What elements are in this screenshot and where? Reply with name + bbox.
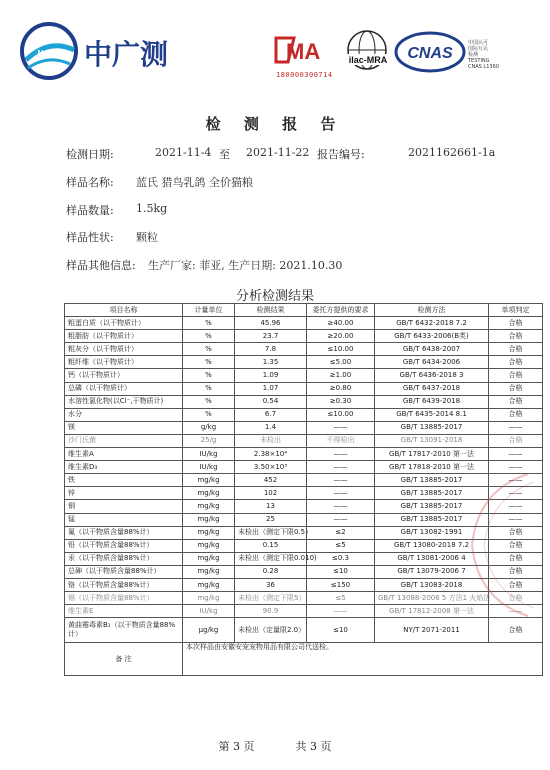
cell-method: GB/T 13079-2006 7 <box>375 565 489 578</box>
cell-unit: g/kg <box>183 421 235 434</box>
cell-unit: % <box>183 408 235 421</box>
cell-method: GB/T 6435-2014 8.1 <box>375 408 489 421</box>
cell-unit: mg/kg <box>183 500 235 513</box>
cell-unit: % <box>183 395 235 408</box>
cell-item: 粗脂肪（以干物质计） <box>65 330 183 343</box>
cell-method: GB/T 17812-2008 第一法 <box>375 605 489 618</box>
cell-item: 铁 <box>65 474 183 487</box>
cell-judgement: 合格 <box>489 343 543 356</box>
cell-requirement: —— <box>307 487 375 500</box>
cell-item: 黄曲霉毒素B₁（以干物质含量88%计） <box>65 618 183 643</box>
cell-item: 粗蛋白质（以干物质计） <box>65 317 183 330</box>
cell-result: 3.50×10³ <box>235 461 307 474</box>
sample-other-label: 样品其他信息: <box>66 259 136 272</box>
cell-result: 0.54 <box>235 395 307 408</box>
sample-name: 蓝氏 猎鸟乳鸽 全价猫粮 <box>136 176 253 189</box>
cell-result: 13 <box>235 500 307 513</box>
cell-unit: mg/kg <box>183 487 235 500</box>
table-row <box>65 395 543 408</box>
cell-item: 粗纤维（以干物质计） <box>65 356 183 369</box>
cell-method: GB/T 6439-2018 <box>375 395 489 408</box>
cell-method: GB/T 13885-2017 <box>375 500 489 513</box>
note-row <box>65 643 543 676</box>
cell-item: 铜 <box>65 500 183 513</box>
cell-item: 锌 <box>65 487 183 500</box>
brand-name: 中广测 <box>84 38 169 71</box>
cell-item: 维生素D₃ <box>65 461 183 474</box>
cell-judgement: —— <box>489 487 543 500</box>
table-row <box>65 369 543 382</box>
cell-requirement: ≥0.30 <box>307 395 375 408</box>
test-date-to-label: 至 <box>219 148 230 161</box>
note-text: 本次样品由安徽安宠宠物用品有限公司代送检。 <box>183 643 543 676</box>
cell-item: 沙门氏菌 <box>65 434 183 447</box>
cell-result: 452 <box>235 474 307 487</box>
nacc-logo <box>18 20 178 82</box>
cell-item: 钙（以干物质计） <box>65 369 183 382</box>
cell-requirement: —— <box>307 461 375 474</box>
cell-requirement: ≤5.00 <box>307 356 375 369</box>
cell-method: GB/T 17817-2010 第一法 <box>375 448 489 461</box>
cell-item: 镉（以干物质含量88%计） <box>65 592 183 605</box>
cell-method: NY/T 2071-2011 <box>375 618 489 643</box>
cell-result: 1.07 <box>235 382 307 395</box>
header-requirement: 委托方提供的要求 <box>307 304 375 317</box>
cell-judgement: 合格 <box>489 526 543 539</box>
header-unit: 计量单位 <box>183 304 235 317</box>
cell-unit: mg/kg <box>183 539 235 552</box>
cell-requirement: ≥20.00 <box>307 330 375 343</box>
sample-quantity: 1.5kg <box>136 202 168 215</box>
cell-method: GB/T 13081-2006 4 <box>375 552 489 565</box>
cell-requirement: ≤5 <box>307 592 375 605</box>
cell-requirement: ≤10.00 <box>307 343 375 356</box>
seal-stamp <box>458 470 540 620</box>
cell-result: 90.9 <box>235 605 307 618</box>
sample-form: 颗粒 <box>136 231 158 244</box>
cell-requirement: —— <box>307 448 375 461</box>
test-date-from: 2021-11-4 <box>155 146 212 159</box>
cell-method: GB/T 17818-2010 第一法 <box>375 461 489 474</box>
table-row <box>65 317 543 330</box>
cell-unit: mg/kg <box>183 513 235 526</box>
table-row <box>65 618 543 643</box>
cell-judgement: 合格 <box>489 408 543 421</box>
sample-other-info: 生产厂家: 菲亚, 生产日期: 2021.10.30 <box>148 259 343 272</box>
sample-name-label: 样品名称: <box>66 176 114 189</box>
cell-method: GB/T 6434-2006 <box>375 356 489 369</box>
cell-judgement: 合格 <box>489 565 543 578</box>
table-row <box>65 330 543 343</box>
cell-judgement: —— <box>489 421 543 434</box>
cell-requirement: ≤5 <box>307 539 375 552</box>
cell-unit: μg/kg <box>183 618 235 643</box>
cell-unit: % <box>183 369 235 382</box>
cell-result: 未检出（测定下限0.5） <box>235 526 307 539</box>
cell-result: 0.15 <box>235 539 307 552</box>
cell-unit: 25/g <box>183 434 235 447</box>
cell-judgement: 合格 <box>489 369 543 382</box>
table-row <box>65 356 543 369</box>
cell-method: GB/T 13083-2018 <box>375 578 489 591</box>
cnas-text: CNAS <box>407 45 453 62</box>
cma-logo <box>276 38 320 64</box>
cell-unit: mg/kg <box>183 592 235 605</box>
cell-unit: % <box>183 330 235 343</box>
cell-judgement: 合格 <box>489 578 543 591</box>
cnas-logo <box>396 33 464 71</box>
cell-unit: mg/kg <box>183 578 235 591</box>
cell-judgement: 合格 <box>489 356 543 369</box>
cell-item: 粗灰分（以干物质计） <box>65 343 183 356</box>
cell-unit: IU/kg <box>183 461 235 474</box>
cell-judgement: 合格 <box>489 434 543 447</box>
cell-unit: mg/kg <box>183 526 235 539</box>
cell-method: GB/T 6432-2018 7.2 <box>375 317 489 330</box>
cell-result: 1.4 <box>235 421 307 434</box>
cell-unit: % <box>183 382 235 395</box>
cell-item: 维生素A <box>65 448 183 461</box>
cell-method: GB/T 13091-2018 <box>375 434 489 447</box>
cell-item: 铬（以干物质含量88%计） <box>65 578 183 591</box>
cell-result: 23.7 <box>235 330 307 343</box>
cell-requirement: ≥40.00 <box>307 317 375 330</box>
cell-item: 水分 <box>65 408 183 421</box>
cell-item: 铅（以干物质含量88%计） <box>65 539 183 552</box>
cell-method: GB/T 6438-2007 <box>375 343 489 356</box>
header-method: 检测方法 <box>375 304 489 317</box>
cell-judgement: —— <box>489 461 543 474</box>
cell-method: GB/T 13885-2017 <box>375 421 489 434</box>
table-row <box>65 434 543 447</box>
cell-result: 0.28 <box>235 565 307 578</box>
cell-item: 水溶性氯化物(以Cl⁻,干物质计) <box>65 395 183 408</box>
cell-result: 36 <box>235 578 307 591</box>
table-header-row <box>65 304 543 317</box>
test-date-label: 检测日期: <box>66 148 114 161</box>
note-label: 备 注 <box>65 643 183 676</box>
header-item: 项目名称 <box>65 304 183 317</box>
cell-requirement: ≤10 <box>307 618 375 643</box>
sample-form-label: 样品性状: <box>66 231 114 244</box>
table-row <box>65 343 543 356</box>
table-row <box>65 448 543 461</box>
cell-judgement: 合格 <box>489 330 543 343</box>
cell-requirement: —— <box>307 500 375 513</box>
ilac-mra-logo <box>346 31 390 69</box>
cell-unit: IU/kg <box>183 605 235 618</box>
cell-judgement: —— <box>489 500 543 513</box>
cnas-subtext: 中国认可 国际互认 检测 TESTING CNAS L1360 <box>468 40 499 70</box>
cell-result: 未检出 <box>235 434 307 447</box>
cell-result: 1.09 <box>235 369 307 382</box>
cell-item: 锰 <box>65 513 183 526</box>
page-total: 共 3 页 <box>295 740 332 753</box>
cell-requirement: —— <box>307 474 375 487</box>
cell-unit: % <box>183 356 235 369</box>
cell-judgement: —— <box>489 605 543 618</box>
cell-requirement: ≤10 <box>307 565 375 578</box>
cell-judgement: 合格 <box>489 552 543 565</box>
report-number-label: 报告编号: <box>317 148 365 161</box>
ilac-text: ilac-MRA <box>348 55 388 65</box>
cell-unit: mg/kg <box>183 474 235 487</box>
cell-result: 1.35 <box>235 356 307 369</box>
cell-judgement: 合格 <box>489 395 543 408</box>
cell-judgement: 合格 <box>489 539 543 552</box>
cell-result: 45.96 <box>235 317 307 330</box>
cell-judgement: —— <box>489 448 543 461</box>
cell-unit: % <box>183 343 235 356</box>
page-number: 第 3 页 <box>218 740 255 753</box>
cell-result: 6.7 <box>235 408 307 421</box>
cell-requirement: ≥0.80 <box>307 382 375 395</box>
cell-item: 总砷（以干物质含量88%计） <box>65 565 183 578</box>
cell-method: GB/T 13088-2006 5 方法1 火焰法 <box>375 592 489 605</box>
cell-result: 2.38×10⁴ <box>235 448 307 461</box>
cell-result: 未检出（测定下限0.010) <box>235 552 307 565</box>
cell-judgement: —— <box>489 474 543 487</box>
cell-requirement: ≤150 <box>307 578 375 591</box>
cell-method: GB/T 6436-2018 3 <box>375 369 489 382</box>
cell-requirement: —— <box>307 421 375 434</box>
cell-unit: IU/kg <box>183 448 235 461</box>
cell-method: GB/T 6437-2018 <box>375 382 489 395</box>
cell-item: 维生素E <box>65 605 183 618</box>
test-date-to: 2021-11-22 <box>246 146 310 159</box>
cma-number: 180000300714 <box>276 71 333 79</box>
cell-requirement: ≤0.3 <box>307 552 375 565</box>
nacc-text: NACC <box>37 49 61 58</box>
cell-result: 102 <box>235 487 307 500</box>
cell-item: 镁 <box>65 421 183 434</box>
table-heading: 分析检测结果 <box>235 289 314 304</box>
cell-method: GB/T 6433-2006(B类) <box>375 330 489 343</box>
cell-method: GB/T 13885-2017 <box>375 474 489 487</box>
cell-unit: mg/kg <box>183 552 235 565</box>
cell-unit: % <box>183 317 235 330</box>
cell-method: GB/T 13080-2018 7.2 <box>375 539 489 552</box>
header-result: 检测结果 <box>235 304 307 317</box>
table-row <box>65 408 543 421</box>
cell-method: GB/T 13885-2017 <box>375 513 489 526</box>
document-title: 检 测 报 告 <box>205 115 345 133</box>
cell-item: 汞（以干物质含量88%计） <box>65 552 183 565</box>
report-number: 2021162661-1a <box>408 146 496 159</box>
cell-method: GB/T 13082-1991 <box>375 526 489 539</box>
header-judgement: 单项判定 <box>489 304 543 317</box>
page-footer <box>0 738 550 754</box>
cell-requirement: ≤2 <box>307 526 375 539</box>
cell-result: 7.8 <box>235 343 307 356</box>
cell-requirement: ≤10.00 <box>307 408 375 421</box>
cell-requirement: ≥1.00 <box>307 369 375 382</box>
cell-result: 未检出（定量限2.0） <box>235 618 307 643</box>
sample-quantity-label: 样品数量: <box>66 204 114 217</box>
cell-item: 总磷（以干物质计） <box>65 382 183 395</box>
cell-judgement: 合格 <box>489 618 543 643</box>
cell-method: GB/T 13885-2017 <box>375 487 489 500</box>
cell-judgement: 合格 <box>489 382 543 395</box>
table-row <box>65 382 543 395</box>
table-row <box>65 421 543 434</box>
cell-unit: mg/kg <box>183 565 235 578</box>
cell-judgement: 合格 <box>489 317 543 330</box>
cell-requirement: 不得检出 <box>307 434 375 447</box>
cell-judgement: —— <box>489 513 543 526</box>
cell-result: 25 <box>235 513 307 526</box>
cell-item: 氟（以干物质含量88%计） <box>65 526 183 539</box>
cell-requirement: —— <box>307 605 375 618</box>
cell-result: 未检出（测定下限5） <box>235 592 307 605</box>
cma-text: MA <box>286 39 321 64</box>
cell-requirement: —— <box>307 513 375 526</box>
cell-judgement: 合格 <box>489 592 543 605</box>
